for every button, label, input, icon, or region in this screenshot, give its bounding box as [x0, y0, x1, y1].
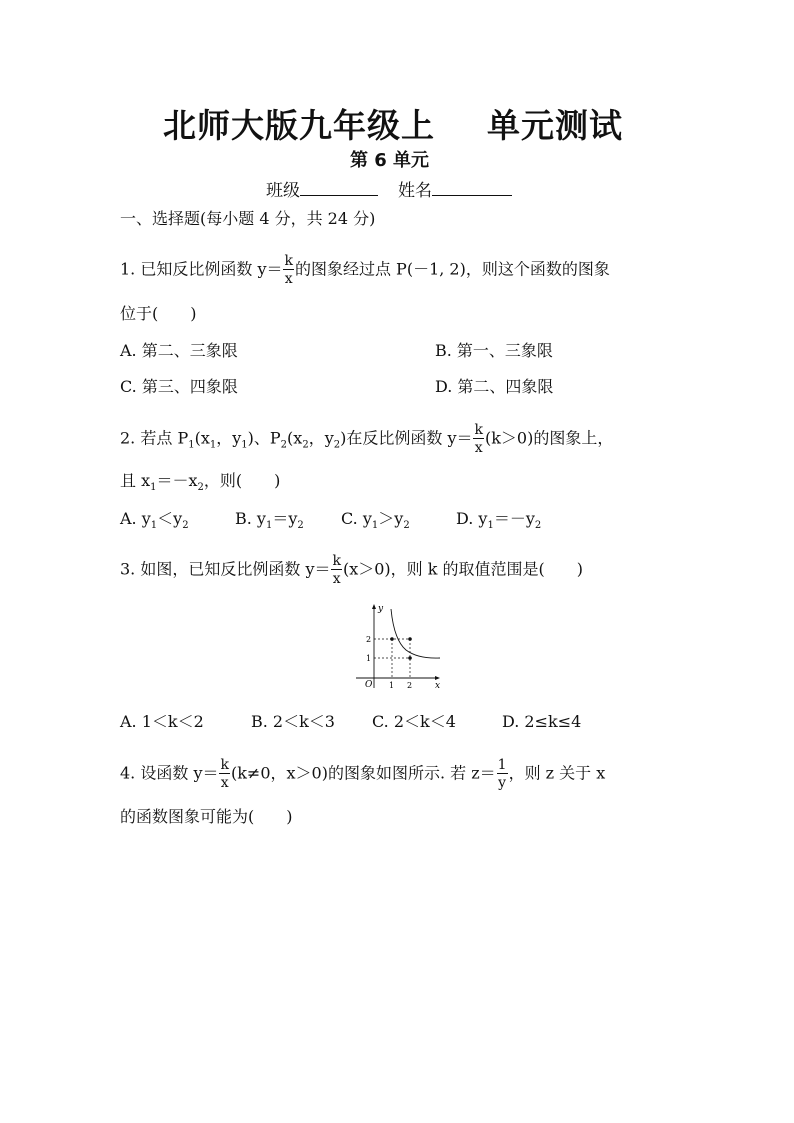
- q2-text: ，y: [216, 428, 242, 448]
- q3-option-b[interactable]: B. 2＜k＜3: [251, 712, 335, 731]
- y-label: y: [378, 604, 384, 614]
- q2-text: )在反比例函数 y＝: [340, 428, 473, 448]
- tick-x2: 2: [407, 681, 413, 690]
- q3-option-d[interactable]: D. 2≤k≤4: [502, 712, 582, 731]
- q3-frac-num: k: [332, 553, 341, 569]
- q4-fraction-1: [219, 758, 229, 790]
- title-right: 单元测试: [487, 106, 623, 145]
- origin-label: O: [365, 680, 373, 690]
- point-1-2: [390, 637, 394, 641]
- question-2: [120, 423, 613, 456]
- q2-pre: 2. 若点 P: [120, 428, 189, 448]
- q2-sub: 2: [403, 520, 410, 532]
- q2-sub: 2: [280, 439, 288, 451]
- q2-sub: 2: [197, 482, 204, 494]
- q2-sub: 2: [534, 520, 542, 532]
- name-blank[interactable]: [432, 181, 512, 196]
- q2-sub: 1: [209, 439, 217, 451]
- unit-subtitle: 第 6 单元: [350, 150, 430, 171]
- q1-pre: 1. 已知反比例函数 y＝: [120, 259, 283, 279]
- q2-frac-den: x: [474, 440, 483, 456]
- q2-post: (k＞0)的图象上，: [484, 428, 614, 448]
- q3-frac-den: x: [332, 571, 341, 587]
- q2-opt-text: B. y: [235, 509, 266, 528]
- q3-fraction: [331, 554, 341, 586]
- q2-text: ，y: [308, 428, 334, 448]
- q2-opt-text: ＝－y: [493, 509, 535, 528]
- class-label: 班级: [266, 181, 300, 201]
- question-1: [120, 254, 610, 286]
- q2-line2: [120, 471, 280, 498]
- q2-option-b[interactable]: [235, 509, 304, 536]
- q2-sub: 2: [182, 520, 189, 532]
- q1-option-c[interactable]: C. 第三、四象限: [120, 377, 238, 396]
- q2-opt-text: ＝y: [272, 509, 298, 528]
- q2-sub: 2: [333, 439, 341, 451]
- q2-line2-text: ＝－x: [156, 471, 198, 490]
- q2-sub: 1: [241, 439, 248, 451]
- question-3: [120, 554, 583, 586]
- q2-option-c[interactable]: [341, 509, 410, 536]
- q2-text: (x: [287, 428, 303, 448]
- q2-line2-text: ，则( ): [203, 471, 281, 490]
- q2-frac-num: k: [474, 422, 483, 438]
- q2-opt-text: D. y: [456, 509, 488, 528]
- q2-opt-text: ＜y: [157, 509, 183, 528]
- x-label: x: [435, 681, 441, 691]
- q4-frac2-den: y: [498, 775, 507, 791]
- q1-frac-num: k: [284, 253, 293, 269]
- q2-opt-text: C. y: [341, 509, 372, 528]
- title-left: 北师大版九年级上: [163, 106, 435, 145]
- question-4: [120, 758, 605, 790]
- q3-pre: 3. 如图，已知反比例函数 y＝: [120, 559, 331, 579]
- q1-option-a[interactable]: A. 第二、三象限: [120, 341, 238, 360]
- tick-x1: 1: [389, 681, 395, 690]
- q2-sub: 1: [265, 520, 273, 532]
- q4-frac1-den: x: [220, 775, 229, 791]
- q3-option-c[interactable]: C. 2＜k＜4: [372, 712, 456, 731]
- x-axis-arrow: [435, 676, 440, 680]
- q4-line2: 的函数图象可能为( ): [120, 807, 293, 826]
- q2-sub: 2: [302, 439, 309, 451]
- q1-option-d[interactable]: D. 第二、四象限: [435, 377, 554, 396]
- q4-pre: 4. 设函数 y＝: [120, 763, 219, 783]
- q3-post: (x＞0)，则 k 的取值范围是( ): [342, 559, 584, 579]
- name-label: 姓名: [398, 181, 432, 201]
- tick-y2: 2: [366, 635, 372, 644]
- q4-post: ，则 z 关于 x: [508, 763, 606, 783]
- q1-fraction: [283, 254, 293, 286]
- q2-option-d[interactable]: [456, 509, 541, 536]
- point-2-2: [408, 637, 412, 641]
- q4-frac1-num: k: [220, 757, 229, 773]
- q2-sub: 1: [371, 520, 379, 532]
- student-info: [266, 181, 512, 201]
- q4-fraction-2: [497, 758, 508, 790]
- q4-mid: (k≠0，x＞0)的图象如图所示. 若 z＝: [230, 763, 496, 783]
- y-axis-arrow: [372, 604, 376, 609]
- q2-option-a[interactable]: [120, 509, 189, 536]
- q2-opt-text: ＞y: [378, 509, 404, 528]
- q2-sub: 2: [297, 520, 304, 532]
- q3-option-a[interactable]: A. 1＜k＜2: [120, 712, 204, 731]
- class-blank[interactable]: [300, 181, 378, 196]
- q2-sub: 1: [188, 439, 195, 451]
- tick-y1: 1: [366, 654, 372, 663]
- q1-post: 的图象经过点 P(－1, 2)，则这个函数的图象: [294, 259, 610, 279]
- q3-graph: [350, 600, 445, 692]
- q4-frac2-num: 1: [497, 757, 507, 773]
- q2-sub: 1: [150, 520, 158, 532]
- q2-text: (x: [194, 428, 210, 448]
- q1-option-b[interactable]: B. 第一、三象限: [435, 341, 553, 360]
- q2-sub: 1: [150, 482, 157, 494]
- q1-line2: 位于( ): [120, 304, 197, 323]
- q1-frac-den: x: [284, 271, 293, 287]
- q2-opt-text: A. y: [120, 509, 151, 528]
- q2-sub: 1: [487, 520, 494, 532]
- document-title: [163, 100, 623, 147]
- section-title: 一、选择题(每小题 4 分，共 24 分): [120, 209, 376, 228]
- q2-line2-text: 且 x: [120, 471, 151, 490]
- q2-fraction: [473, 423, 483, 455]
- hyperbola-curve: [391, 609, 440, 658]
- point-2-1: [408, 656, 412, 660]
- q2-text: )、P: [247, 428, 281, 448]
